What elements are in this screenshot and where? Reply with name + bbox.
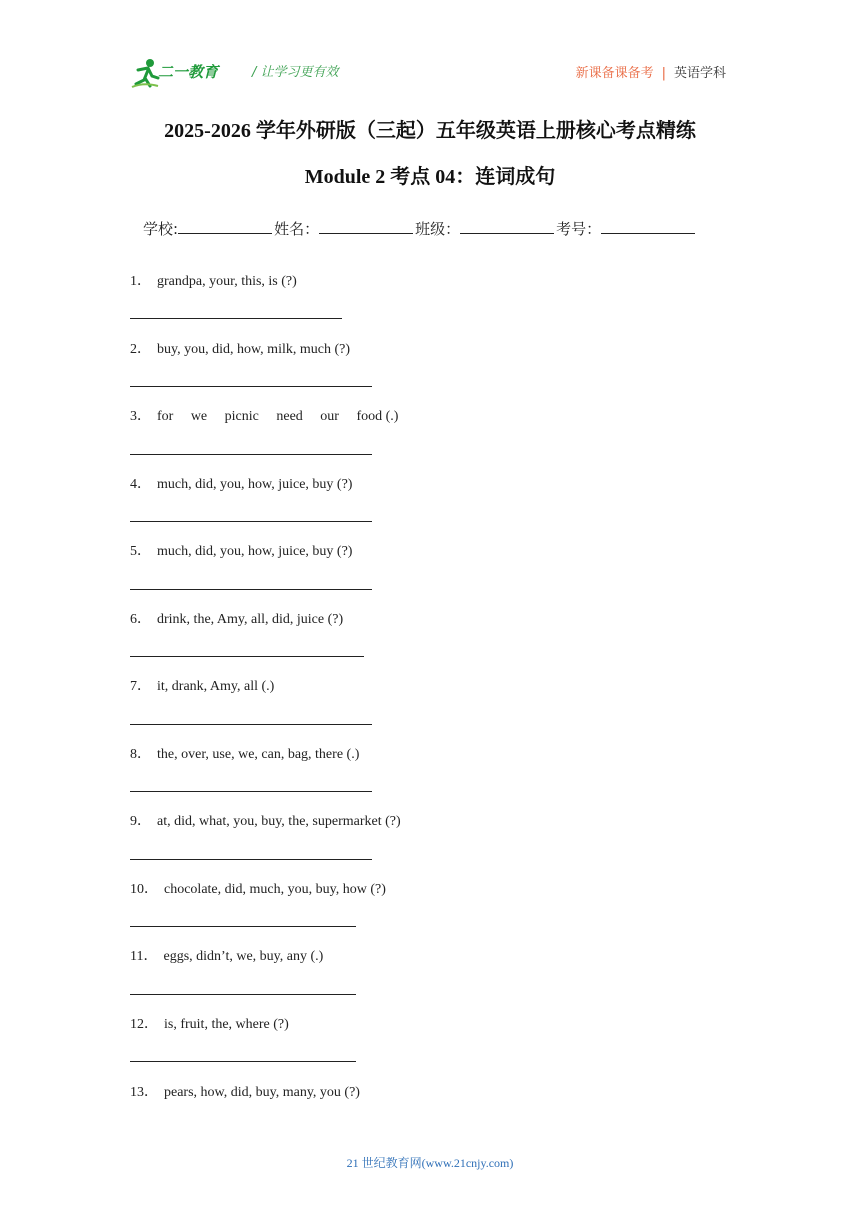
answer-line[interactable] — [130, 724, 372, 725]
class-label: 班级： — [415, 220, 461, 238]
question-text: drink, the, Amy, all, did, juice (?) — [157, 612, 344, 627]
question-item — [130, 473, 352, 493]
school-label: 学校: — [143, 220, 179, 238]
question-text: it, drank, Amy, all (.) — [157, 679, 275, 694]
page-subtitle: Module 2 考点 04：连词成句 — [304, 166, 556, 188]
answer-line[interactable] — [130, 386, 372, 387]
runner-logo-icon — [130, 56, 160, 92]
question-number: 8． — [130, 747, 151, 762]
question-item — [130, 1081, 360, 1101]
header-separator: | — [661, 66, 666, 81]
logo — [130, 56, 240, 92]
question-number: 12． — [130, 1017, 158, 1032]
question-text: much, did, you, how, juice, buy (?) — [157, 544, 353, 559]
question-text: pears, how, did, buy, many, you (?) — [164, 1085, 360, 1100]
question-text: grandpa, your, this, is (?) — [157, 274, 297, 289]
answer-line[interactable] — [130, 589, 372, 590]
question-item — [130, 405, 398, 425]
answer-line[interactable] — [130, 318, 342, 319]
answer-line[interactable] — [130, 656, 364, 657]
header-tag: 新课备课备考 — [575, 66, 654, 81]
school-field[interactable] — [178, 219, 272, 234]
question-number: 7． — [130, 679, 151, 694]
question-item — [130, 743, 359, 763]
question-number: 6． — [130, 612, 151, 627]
question-text: at, did, what, you, buy, the, supermarket (?) — [157, 814, 401, 829]
question-item — [130, 945, 323, 965]
answer-line[interactable] — [130, 994, 356, 995]
question-number: 1． — [130, 274, 151, 289]
header-subject: 英语学科 — [673, 66, 726, 81]
question-item — [130, 338, 350, 358]
question-item — [130, 810, 401, 830]
answer-line[interactable] — [130, 454, 372, 455]
question-number: 3． — [130, 409, 151, 424]
question-text: much, did, you, how, juice, buy (?) — [157, 477, 353, 492]
name-label: 姓名： — [274, 220, 320, 238]
question-text: for we picnic need our food (.) — [157, 409, 399, 424]
question-item — [130, 1013, 289, 1033]
question-number: 2． — [130, 342, 151, 357]
logo-text: 二一教育 — [158, 63, 219, 81]
question-number: 5． — [130, 544, 151, 559]
question-item — [130, 540, 352, 560]
question-item — [130, 608, 343, 628]
answer-line[interactable] — [130, 1061, 356, 1062]
question-number: 10． — [130, 882, 158, 897]
exam-no-field[interactable] — [601, 219, 695, 234]
answer-line[interactable] — [130, 926, 356, 927]
answer-line[interactable] — [130, 859, 372, 860]
student-info-line — [143, 218, 697, 239]
question-item — [130, 675, 274, 695]
answer-line[interactable] — [130, 521, 372, 522]
class-field[interactable] — [460, 219, 554, 234]
question-item — [130, 270, 297, 290]
question-text: buy, you, did, how, milk, much (?) — [157, 342, 350, 357]
question-text: chocolate, did, much, you, buy, how (?) — [164, 882, 386, 897]
page-header — [130, 56, 726, 92]
slogan: / 让学习更有效 — [252, 65, 339, 80]
question-text: is, fruit, the, where (?) — [164, 1017, 289, 1032]
question-text: eggs, didn’t, we, buy, any (.) — [163, 949, 324, 964]
question-number: 13． — [130, 1085, 158, 1100]
page-title: 2025-2026 学年外研版（三起）五年级英语上册核心考点精练 — [164, 120, 696, 142]
question-text: the, over, use, we, can, bag, there (.) — [157, 747, 360, 762]
page-footer[interactable]: 21 世纪教育网(www.21cnjy.com) — [346, 1156, 514, 1170]
question-item — [130, 878, 386, 898]
answer-line[interactable] — [130, 791, 372, 792]
question-number: 4． — [130, 477, 151, 492]
question-number: 11． — [130, 949, 158, 964]
question-number: 9． — [130, 814, 151, 829]
name-field[interactable] — [319, 219, 413, 234]
exam-no-label: 考号： — [556, 220, 602, 238]
header-right — [576, 62, 726, 81]
